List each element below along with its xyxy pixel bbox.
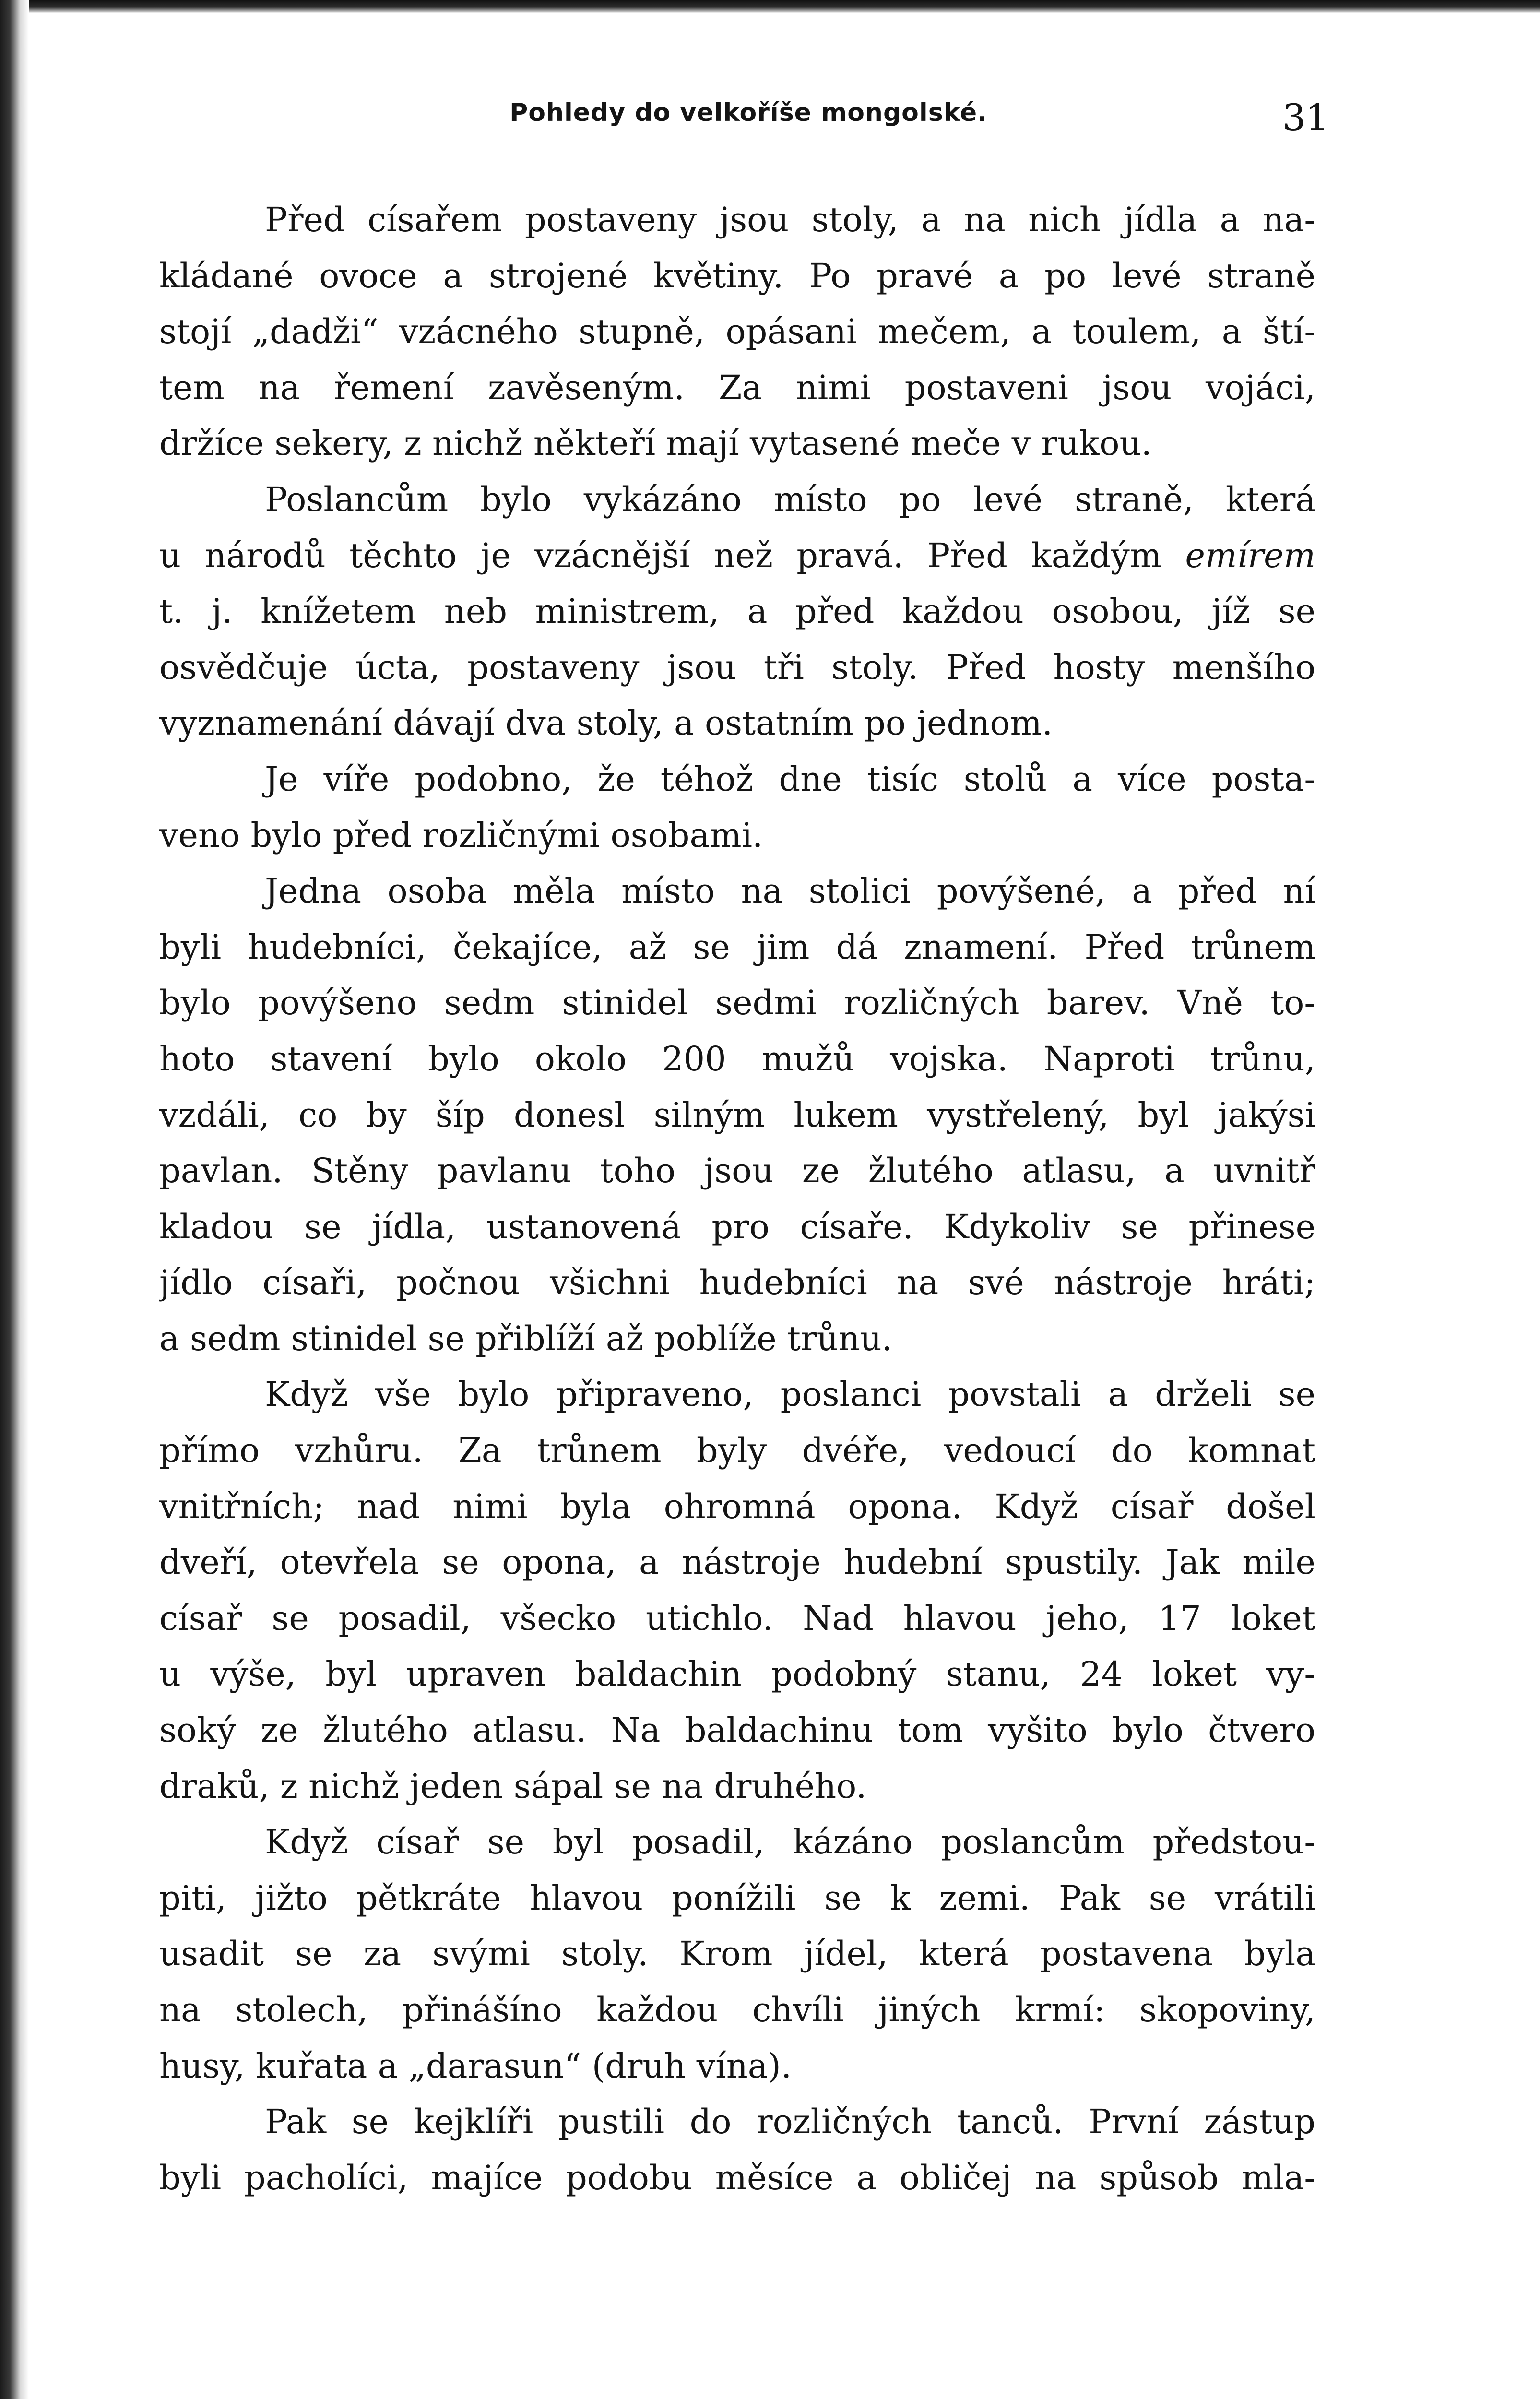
text-line: kladou se jídla, ustanovená pro císaře. Kdykoliv se přinese [159,1207,1315,1247]
text-line: Poslancům bylo vykázáno místo po levé straně, která [265,479,1315,519]
text-line: husy, kuřata a „darasun“ (druh vína). [159,2046,792,2086]
text-line: Je víře podobno, že téhož dne tisíc stolů a více posta- [265,759,1315,799]
emphasized-word: emírem [1185,535,1315,575]
text-line: císař se posadil, všecko utichlo. Nad hlavou jeho, 17 loket [159,1598,1315,1638]
text-line: Před císařem postaveny jsou stoly, a na nich jídla a na- [265,200,1315,239]
text-line: veno bylo před rozličnými osobami. [159,815,763,855]
text-line: Když císař se byl posadil, kázáno poslancům předstou- [265,1822,1315,1862]
text-line: draků, z nichž jeden sápal se na druhého. [159,1766,867,1806]
text-line: Jedna osoba měla místo na stolici povýšené, a před ní [265,871,1315,911]
text-line: hoto stavení bylo okolo 200 mužů vojska. Naproti trůnu, [159,1039,1315,1079]
text-segment: u národů těchto je vzácnější než pravá. Před každým [159,535,1162,575]
text-line: soký ze žlutého atlasu. Na baldachinu tom vyšito bylo čtvero [159,1710,1315,1750]
text-line: jídlo císaři, počnou všichni hudebníci na své nástroje hráti; [159,1263,1315,1303]
text-line: usadit se za svými stoly. Krom jídel, která postavena byla [159,1934,1315,1974]
text-line: Když vše bylo připraveno, poslanci povstali a drželi se [265,1375,1315,1414]
scan-edge-left [0,0,29,2399]
text-line: držíce sekery, z nichž někteří mají vytasené meče v rukou. [159,424,1152,463]
text-line: kládané ovoce a strojené květiny. Po pravé a po levé straně [159,256,1315,296]
body-text [159,192,1315,2206]
text-line: přímo vzhůru. Za trůnem byly dvéře, vedoucí do komnat [159,1431,1315,1471]
running-title: Pohledy do velkoříše mongolské. [509,98,987,127]
text-line: u výše, byl upraven baldachin podobný stanu, 24 loket vy- [159,1654,1315,1694]
text-line: tem na řemení zavěseným. Za nimi postaveni jsou vojáci, [159,368,1315,407]
text-line: Pak se kejklíři pustili do rozličných tanců. První zástup [265,2102,1315,2142]
text-line: dveří, otevřela se opona, a nástroje hudební spustily. Jak mile [159,1543,1315,1582]
text-line: t. j. knížetem neb ministrem, a před každou osobou, jíž se [159,592,1315,631]
text-line: na stolech, přinášíno každou chvíli jiných krmí: skopoviny, [159,1990,1315,2030]
text-line-with-emphasis [159,528,1315,584]
text-line: bylo povýšeno sedm stinidel sedmi rozličných barev. Vně to- [159,983,1315,1023]
text-line: stojí „dadži“ vzácného stupně, opásani mečem, a toulem, a ští- [159,312,1315,352]
text-line: piti, jižto pětkráte hlavou ponížili se k zemi. Pak se vrátili [159,1878,1315,1918]
text-line: vzdáli, co by šíp donesl silným lukem vystřelený, byl jakýsi [159,1095,1315,1135]
text-line: vnitřních; nad nimi byla ohromná opona. Když císař došel [159,1486,1315,1526]
text-line: osvědčuje úcta, postaveny jsou tři stoly. Před hosty menšího [159,647,1315,687]
text-line: byli hudebníci, čekajíce, až se jim dá znamení. Před trůnem [159,927,1315,967]
text-line: byli pacholíci, majíce podobu měsíce a obličej na spůsob mla- [159,2158,1315,2197]
text-line: vyznamenání dávají dva stoly, a ostatním po jednom. [159,703,1053,743]
text-line: a sedm stinidel se přiblíží až poblíže trůnu. [159,1318,892,1358]
scan-edge-top [0,0,1540,13]
text-line: pavlan. Stěny pavlanu toho jsou ze žlutého atlasu, a uvnitř [159,1151,1315,1191]
page-number: 31 [1282,96,1329,139]
